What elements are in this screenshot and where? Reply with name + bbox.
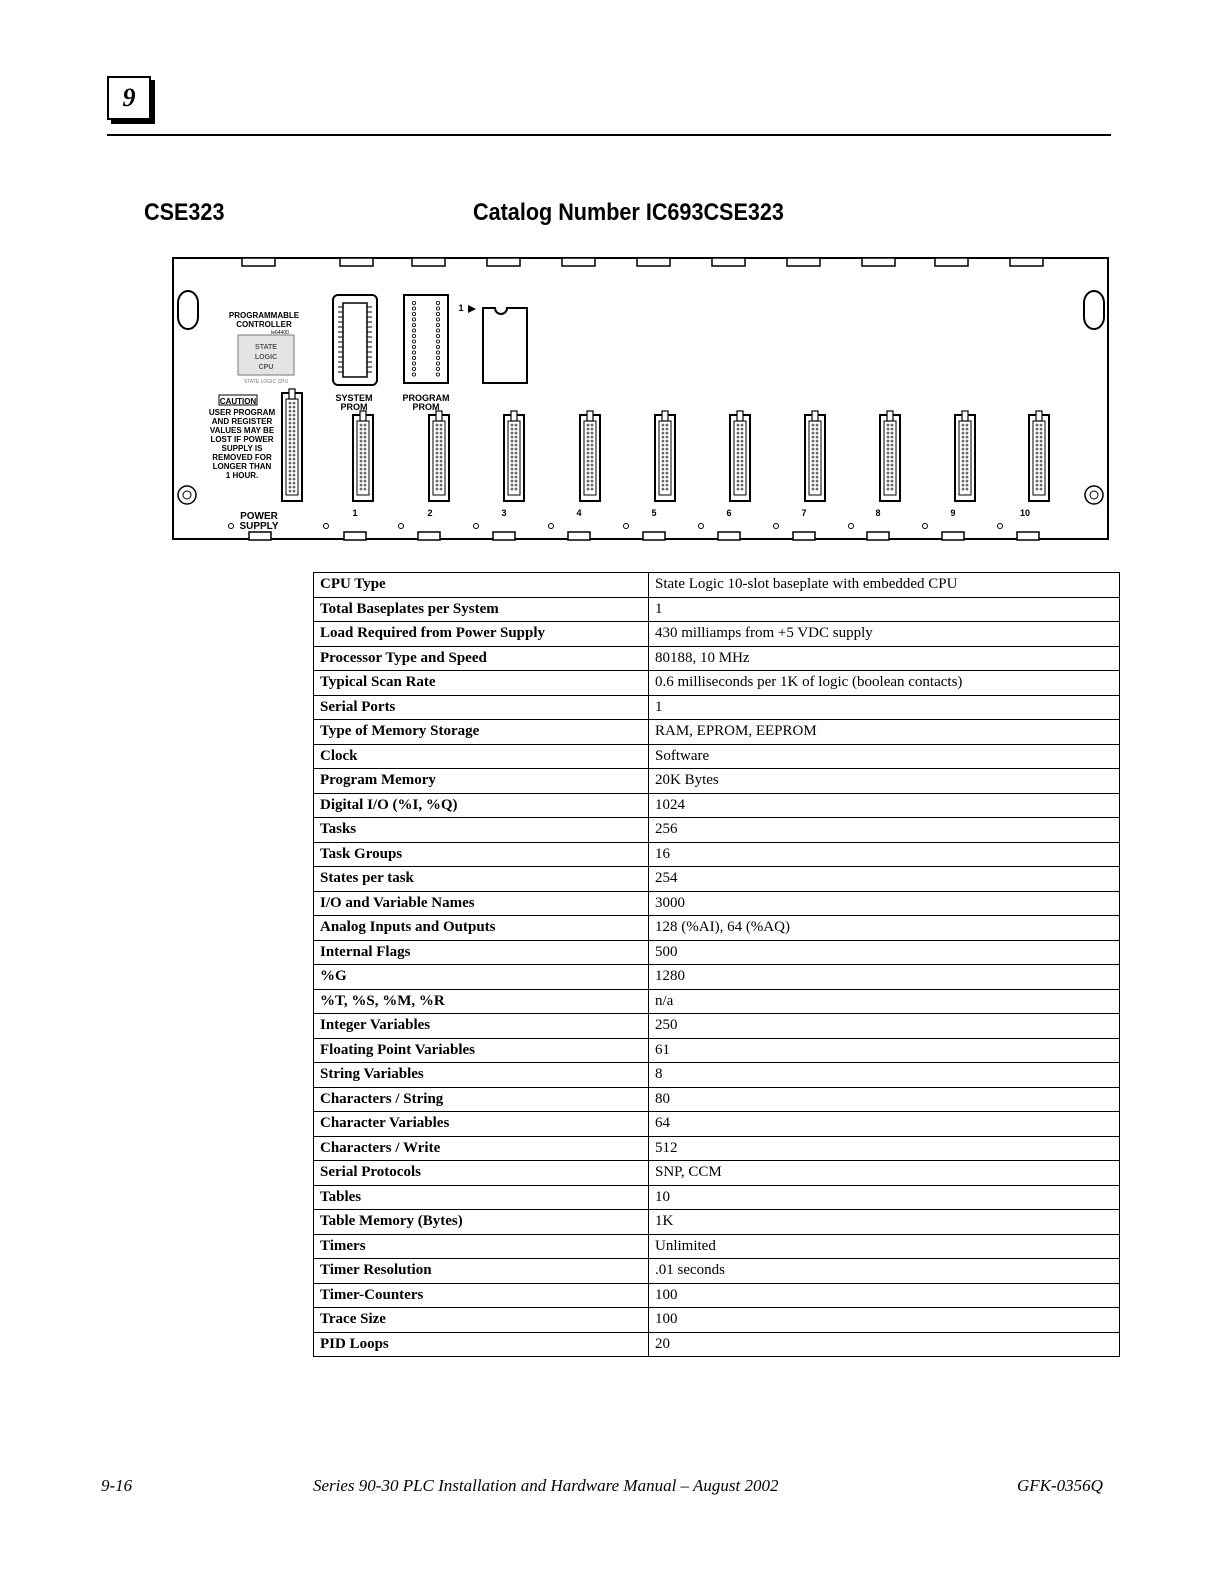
- spec-value: 100: [649, 1308, 1120, 1333]
- spec-value: n/a: [649, 989, 1120, 1014]
- spec-value: SNP, CCM: [649, 1161, 1120, 1186]
- spec-value: 250: [649, 1014, 1120, 1039]
- connector-key: [812, 411, 818, 421]
- top-tab: [242, 258, 275, 266]
- slot-number: 10: [1019, 508, 1030, 518]
- logo-word: CPU: [258, 364, 274, 371]
- connector-key: [887, 411, 893, 421]
- table-row: [314, 793, 1120, 818]
- spec-value: 1: [649, 695, 1120, 720]
- bottom-tab: [793, 532, 815, 540]
- slot-number: 1: [352, 508, 358, 518]
- table-row: [314, 989, 1120, 1014]
- spec-name: Clock: [314, 744, 649, 769]
- spec-name: Tasks: [314, 818, 649, 843]
- bottom-tab: [493, 532, 515, 540]
- spec-value: 20K Bytes: [649, 769, 1120, 794]
- slot-connector: [805, 411, 825, 501]
- caution-line: AND REGISTER: [211, 417, 273, 426]
- table-row: [314, 916, 1120, 941]
- connector-key: [662, 411, 668, 421]
- footer-doc-id: GFK-0356Q: [1017, 1476, 1103, 1495]
- caution-text: [202, 408, 282, 480]
- table-row: [314, 891, 1120, 916]
- spec-value: .01 seconds: [649, 1259, 1120, 1284]
- spec-name: Timer-Counters: [314, 1283, 649, 1308]
- slot-connector: [655, 411, 675, 501]
- top-tab: [562, 258, 595, 266]
- spec-name: Program Memory: [314, 769, 649, 794]
- slot-number: 4: [576, 508, 582, 518]
- spec-name: I/O and Variable Names: [314, 891, 649, 916]
- connector-key: [737, 411, 743, 421]
- connector-body: [353, 415, 373, 501]
- connector-key: [1036, 411, 1042, 421]
- top-tab: [340, 258, 373, 266]
- table-row: [314, 769, 1120, 794]
- spec-name: PID Loops: [314, 1332, 649, 1357]
- bottom-tab: [867, 532, 889, 540]
- spec-value: 1: [649, 597, 1120, 622]
- table-row: [314, 1185, 1120, 1210]
- spec-value: 1024: [649, 793, 1120, 818]
- bottom-tab: [1017, 532, 1039, 540]
- slot-number: 7: [801, 508, 807, 518]
- table-row: [314, 1112, 1120, 1137]
- connector-key: [962, 411, 968, 421]
- top-tab: [412, 258, 445, 266]
- spec-name: %T, %S, %M, %R: [314, 989, 649, 1014]
- header-rule: [107, 134, 1111, 136]
- connector-body: [580, 415, 600, 501]
- caution-line: VALUES MAY BE: [209, 426, 275, 435]
- connector-key: [511, 411, 517, 421]
- pin1-label: 1: [458, 303, 464, 313]
- spec-value: 500: [649, 940, 1120, 965]
- caution-line: SUPPLY IS: [221, 444, 263, 453]
- spec-name: Load Required from Power Supply: [314, 622, 649, 647]
- footer-page-number: 9-16: [101, 1476, 133, 1495]
- spec-value: 3000: [649, 891, 1120, 916]
- spec-name: Serial Ports: [314, 695, 649, 720]
- table-row: [314, 622, 1120, 647]
- connector-body: [1029, 415, 1049, 501]
- table-row: [314, 1308, 1120, 1333]
- connector-body: [880, 415, 900, 501]
- top-tab: [862, 258, 895, 266]
- connector-body: [805, 415, 825, 501]
- logo-word: STATE: [255, 344, 277, 351]
- spec-value: 1K: [649, 1210, 1120, 1235]
- logo-word: LOGIC: [254, 354, 278, 361]
- spec-name: Integer Variables: [314, 1014, 649, 1039]
- connector-key: [436, 411, 442, 421]
- power-supply-label-line: SUPPLY: [239, 521, 279, 532]
- spec-name: Tables: [314, 1185, 649, 1210]
- bottom-tab: [249, 532, 271, 540]
- slot-number: 6: [726, 508, 732, 518]
- slot-connector: [580, 411, 600, 501]
- system-prom-label-line: SYSTEM: [335, 393, 373, 403]
- table-row: [314, 867, 1120, 892]
- spec-value: 16: [649, 842, 1120, 867]
- spec-name: Character Variables: [314, 1112, 649, 1137]
- top-tab: [712, 258, 745, 266]
- spec-value: 80188, 10 MHz: [649, 646, 1120, 671]
- caution-line: LONGER THAN: [212, 462, 272, 471]
- caution-line: 1 HOUR.: [225, 471, 259, 480]
- connector-key: [587, 411, 593, 421]
- spec-value: 20: [649, 1332, 1120, 1357]
- spec-name: Internal Flags: [314, 940, 649, 965]
- table-row: [314, 671, 1120, 696]
- caution-label: CAUTION: [219, 397, 257, 406]
- table-row: [314, 597, 1120, 622]
- ps-title: PROGRAMMABLE CONTROLLER: [228, 311, 300, 329]
- slot-number: 9: [950, 508, 956, 518]
- caution-line: USER PROGRAM: [208, 408, 276, 417]
- spec-value: 128 (%AI), 64 (%AQ): [649, 916, 1120, 941]
- bottom-tab: [643, 532, 665, 540]
- catalog-number-title: Catalog Number IC693CSE323: [473, 199, 784, 226]
- bottom-tab: [718, 532, 740, 540]
- slot-number: 5: [651, 508, 657, 518]
- top-tab: [935, 258, 968, 266]
- table-row: [314, 940, 1120, 965]
- spec-name: Trace Size: [314, 1308, 649, 1333]
- spec-name: Processor Type and Speed: [314, 646, 649, 671]
- spec-value: 256: [649, 818, 1120, 843]
- spec-name: Total Baseplates per System: [314, 597, 649, 622]
- slot-connector: [504, 411, 524, 501]
- bottom-tab: [344, 532, 366, 540]
- caution-line: REMOVED FOR: [212, 453, 272, 462]
- connector-body: [730, 415, 750, 501]
- program-prom-label: [396, 394, 456, 412]
- bottom-tab: [568, 532, 590, 540]
- connector-body: [504, 415, 524, 501]
- spec-value: 100: [649, 1283, 1120, 1308]
- spec-value: 430 milliamps from +5 VDC supply: [649, 622, 1120, 647]
- connector-key: [360, 411, 366, 421]
- spec-name: Task Groups: [314, 842, 649, 867]
- spec-name: Digital I/O (%I, %Q): [314, 793, 649, 818]
- program-prom-label-line: PROGRAM: [402, 393, 450, 403]
- spec-value: Software: [649, 744, 1120, 769]
- table-row: [314, 818, 1120, 843]
- program-prom-label-line: PROM: [412, 402, 440, 412]
- connector-body: [955, 415, 975, 501]
- baseplate-drawing: [172, 255, 1110, 542]
- spec-name: Characters / String: [314, 1087, 649, 1112]
- table-row: [314, 1014, 1120, 1039]
- top-tab: [1010, 258, 1043, 266]
- table-row: [314, 1063, 1120, 1088]
- spec-name: %G: [314, 965, 649, 990]
- spec-value: 254: [649, 867, 1120, 892]
- table-row: [314, 1283, 1120, 1308]
- baseplate-figure: [172, 255, 1110, 542]
- spec-value: 512: [649, 1136, 1120, 1161]
- logo-text: STATE LOGIC CPU: [243, 379, 289, 385]
- table-row: [314, 1087, 1120, 1112]
- table-row: [314, 965, 1120, 990]
- table-row: [314, 1234, 1120, 1259]
- spec-name: Floating Point Variables: [314, 1038, 649, 1063]
- slot-connector: [1029, 411, 1049, 501]
- table-row: [314, 695, 1120, 720]
- logo-code: ie64400: [271, 330, 289, 336]
- top-tab: [787, 258, 820, 266]
- system-prom-label: [324, 394, 384, 412]
- spec-value: Unlimited: [649, 1234, 1120, 1259]
- slot-connector: [955, 411, 975, 501]
- spec-value: 8: [649, 1063, 1120, 1088]
- table-row: [314, 573, 1120, 598]
- table-row: [314, 1259, 1120, 1284]
- spec-name: String Variables: [314, 1063, 649, 1088]
- spec-name: Analog Inputs and Outputs: [314, 916, 649, 941]
- spec-name: CPU Type: [314, 573, 649, 598]
- chapter-number-box: 9: [107, 76, 151, 120]
- spec-name: Timer Resolution: [314, 1259, 649, 1284]
- footer-manual-title: Series 90-30 PLC Installation and Hardware Manual – August 2002: [313, 1476, 779, 1495]
- bottom-tab: [942, 532, 964, 540]
- power-supply-label: [232, 512, 286, 532]
- power-supply-label-line: POWER: [240, 511, 278, 522]
- slot-number: 8: [875, 508, 881, 518]
- connector-body: [429, 415, 449, 501]
- table-row: [314, 1136, 1120, 1161]
- bottom-tab: [418, 532, 440, 540]
- spec-name: Typical Scan Rate: [314, 671, 649, 696]
- model-title: CSE323: [144, 199, 225, 226]
- slot-connector: [429, 411, 449, 501]
- table-row: [314, 1210, 1120, 1235]
- specifications-table: [313, 572, 1120, 1357]
- table-row: [314, 646, 1120, 671]
- connector-body: [282, 393, 302, 501]
- spec-name: Characters / Write: [314, 1136, 649, 1161]
- slot-connector: [282, 389, 302, 501]
- spec-name: Timers: [314, 1234, 649, 1259]
- table-row: [314, 1161, 1120, 1186]
- system-prom-label-line: PROM: [340, 402, 368, 412]
- slot-number: 3: [501, 508, 507, 518]
- table-row: [314, 1332, 1120, 1357]
- table-row: [314, 744, 1120, 769]
- connector-body: [655, 415, 675, 501]
- slot-connector: [730, 411, 750, 501]
- caution-line: LOST IF POWER: [210, 435, 274, 444]
- spec-value: 64: [649, 1112, 1120, 1137]
- slot-connector: [880, 411, 900, 501]
- slot-connector: [353, 411, 373, 501]
- spec-value: 1280: [649, 965, 1120, 990]
- connector-key: [289, 389, 295, 399]
- spec-value: RAM, EPROM, EEPROM: [649, 720, 1120, 745]
- spec-name: Table Memory (Bytes): [314, 1210, 649, 1235]
- slot-number: 2: [427, 508, 433, 518]
- spec-name: States per task: [314, 867, 649, 892]
- spec-name: Type of Memory Storage: [314, 720, 649, 745]
- table-row: [314, 720, 1120, 745]
- spec-value: 0.6 milliseconds per 1K of logic (boolean contacts): [649, 671, 1120, 696]
- table-row: [314, 1038, 1120, 1063]
- spec-name: Serial Protocols: [314, 1161, 649, 1186]
- spec-value: 80: [649, 1087, 1120, 1112]
- spec-value: 61: [649, 1038, 1120, 1063]
- spec-value: 10: [649, 1185, 1120, 1210]
- table-row: [314, 842, 1120, 867]
- top-tab: [487, 258, 520, 266]
- spec-value: State Logic 10-slot baseplate with embedded CPU: [649, 573, 1120, 598]
- top-tab: [637, 258, 670, 266]
